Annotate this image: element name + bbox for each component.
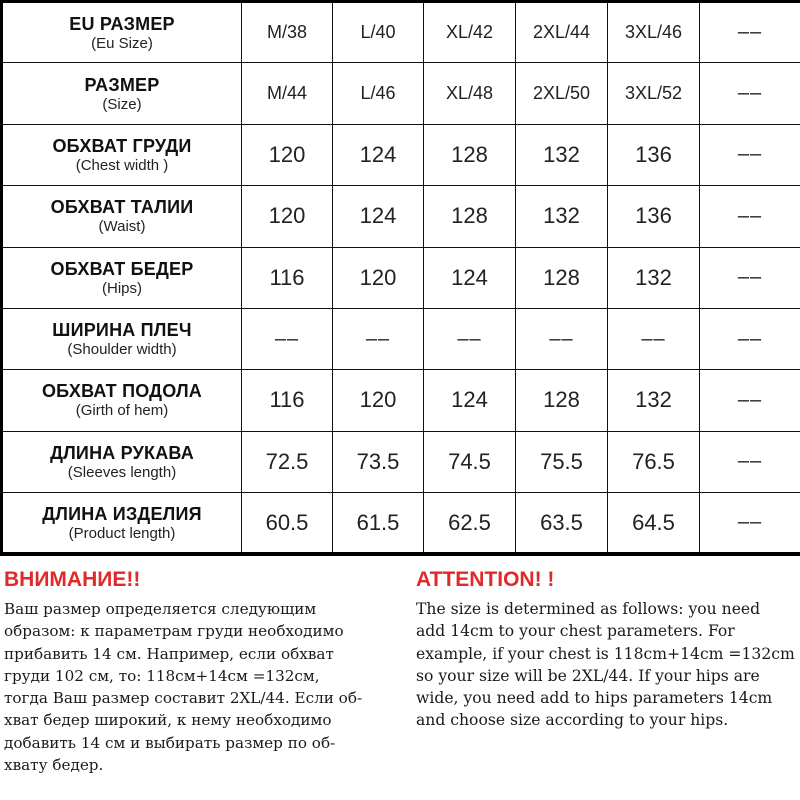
size-row — [2, 308, 800, 369]
size-cell: –– — [516, 308, 608, 369]
size-cell: XL/42 — [424, 2, 516, 63]
row-label — [2, 370, 242, 431]
size-cell: 63.5 — [516, 493, 608, 555]
size-cell: 132 — [516, 186, 608, 247]
row-label-russian: EU РАЗМЕР — [69, 13, 175, 34]
size-cell: 116 — [242, 247, 333, 308]
size-cell: 132 — [516, 124, 608, 185]
row-label — [2, 493, 242, 555]
row-label-english: (Hips) — [102, 279, 142, 297]
attention-note-english — [416, 566, 800, 732]
row-label-russian: ОБХВАТ ГРУДИ — [52, 135, 192, 156]
attention-title-english: ATTENTION! ! — [416, 568, 555, 591]
row-label — [2, 247, 242, 308]
row-label-russian: ОБХВАТ БЕДЕР — [50, 258, 194, 279]
row-label-english: (Sleeves length) — [67, 463, 177, 481]
size-cell: 120 — [333, 370, 424, 431]
size-row — [2, 370, 800, 431]
row-label-russian: ШИРИНА ПЛЕЧ — [52, 320, 192, 341]
size-cell: –– — [700, 63, 800, 124]
size-cell: 120 — [242, 124, 333, 185]
row-label-english: (Chest width ) — [75, 156, 169, 174]
size-cell: 136 — [608, 124, 700, 185]
row-label — [2, 431, 242, 492]
row-label-russian: РАЗМЕР — [84, 74, 160, 95]
size-cell: –– — [242, 308, 333, 369]
attention-note-russian — [4, 566, 404, 776]
size-cell: 76.5 — [608, 431, 700, 492]
size-cell: 64.5 — [608, 493, 700, 555]
row-label-russian: ОБХВАТ ПОДОЛА — [41, 381, 202, 402]
size-cell: 136 — [608, 186, 700, 247]
size-cell: 124 — [424, 370, 516, 431]
row-label-russian: ОБХВАТ ТАЛИИ — [50, 197, 194, 218]
size-row — [2, 124, 800, 185]
size-cell: –– — [700, 2, 800, 63]
size-cell: 120 — [242, 186, 333, 247]
size-cell: L/40 — [333, 2, 424, 63]
size-cell: –– — [333, 308, 424, 369]
size-cell: –– — [700, 124, 800, 185]
size-cell: 60.5 — [242, 493, 333, 555]
size-cell: L/46 — [333, 63, 424, 124]
size-row — [2, 431, 800, 492]
size-cell: –– — [700, 493, 800, 555]
size-cell: 73.5 — [333, 431, 424, 492]
size-cell: 128 — [516, 370, 608, 431]
size-cell: 132 — [608, 247, 700, 308]
size-cell: –– — [700, 308, 800, 369]
row-label-english: (Product length) — [68, 524, 176, 542]
size-cell: 120 — [333, 247, 424, 308]
size-cell: –– — [700, 186, 800, 247]
row-label — [2, 186, 242, 247]
size-cell: 62.5 — [424, 493, 516, 555]
size-cell: 74.5 — [424, 431, 516, 492]
size-cell: 2XL/44 — [516, 2, 608, 63]
size-cell: XL/48 — [424, 63, 516, 124]
size-cell: 124 — [333, 186, 424, 247]
size-row — [2, 247, 800, 308]
size-cell: M/38 — [242, 2, 333, 63]
row-label — [2, 124, 242, 185]
size-cell: 124 — [333, 124, 424, 185]
attention-title-russian: ВНИМАНИЕ!! — [4, 568, 141, 591]
size-cell: 128 — [516, 247, 608, 308]
row-label-russian: ДЛИНА РУКАВА — [50, 442, 194, 463]
size-cell: 2XL/50 — [516, 63, 608, 124]
size-cell: –– — [700, 247, 800, 308]
size-cell: –– — [700, 370, 800, 431]
size-chart-body — [2, 2, 800, 555]
row-label-english: (Girth of hem) — [75, 402, 169, 420]
size-row — [2, 493, 800, 555]
size-row — [2, 186, 800, 247]
size-cell: 132 — [608, 370, 700, 431]
row-label-russian: ДЛИНА ИЗДЕЛИЯ — [42, 503, 202, 524]
row-label-english: (Shoulder width) — [67, 341, 177, 359]
row-label — [2, 2, 242, 63]
row-label-english: (Eu Size) — [91, 34, 153, 52]
attention-text-english: The size is determined as follows: you need add 14cm to your chest parameters. For example, if your chest is 118cm+14cm =132cm so your size will be 2XL/44. If your hips are wide, you need add to hips parameters 14cm and choose size according to your hips. — [416, 600, 795, 730]
size-cell: 128 — [424, 186, 516, 247]
size-cell: 3XL/46 — [608, 2, 700, 63]
row-label — [2, 308, 242, 369]
size-cell: 75.5 — [516, 431, 608, 492]
row-label — [2, 63, 242, 124]
size-cell: –– — [608, 308, 700, 369]
size-cell: M/44 — [242, 63, 333, 124]
size-cell: –– — [700, 431, 800, 492]
size-cell: –– — [424, 308, 516, 369]
size-cell: 116 — [242, 370, 333, 431]
size-cell: 128 — [424, 124, 516, 185]
row-label-english: (Waist) — [98, 218, 146, 236]
size-row — [2, 63, 800, 124]
row-label-english: (Size) — [102, 95, 142, 113]
size-cell: 72.5 — [242, 431, 333, 492]
size-cell: 61.5 — [333, 493, 424, 555]
size-row — [2, 2, 800, 63]
size-cell: 3XL/52 — [608, 63, 700, 124]
size-cell: 124 — [424, 247, 516, 308]
attention-text-russian: Ваш размер определяется следующим образом: к параметрам груди необходимо прибавить 14 см. Например, если обхват груди 102 см, то: 118см+14см =132см, тогда Ваш размер составит 2XL/44. Если об- хват бедер широкий, к нему необходимо добавить 14 см и выбирать размер по об- хвату бедер. — [4, 600, 363, 775]
